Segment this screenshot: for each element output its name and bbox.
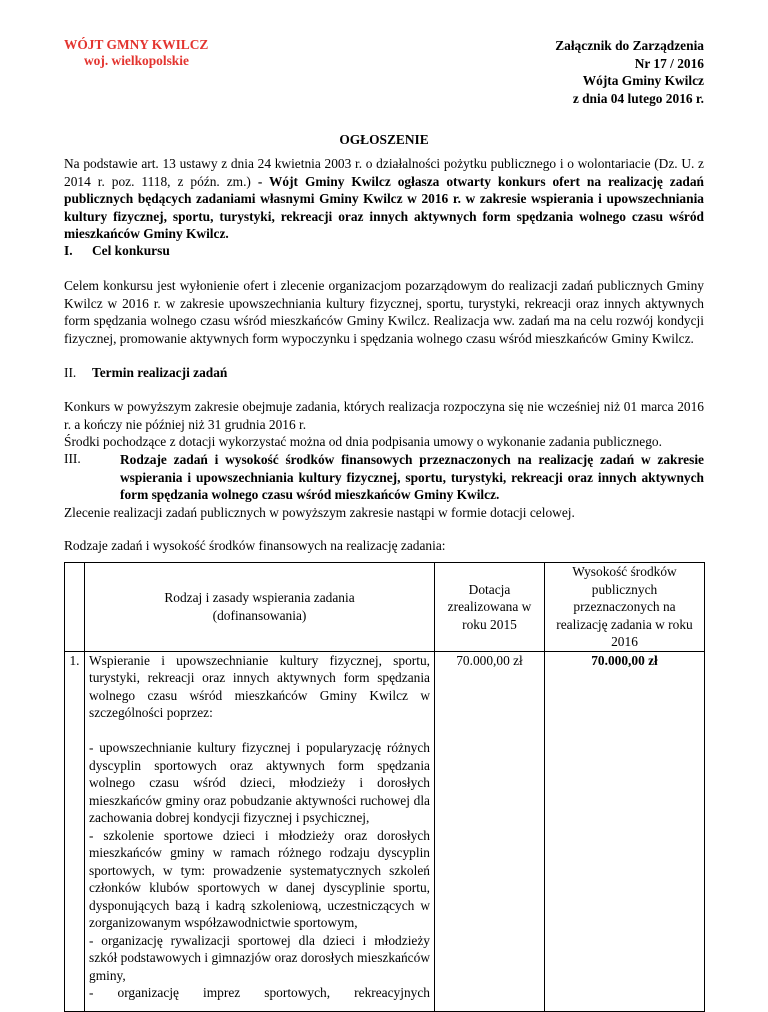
section-1-title: Cel konkursu: [92, 243, 170, 258]
section-1-number: I.: [64, 243, 73, 258]
section-3-text-1: Zlecenie realizacji zadań publicznych w powyższym zakresie nastąpi w formie dotacji celowej.: [64, 505, 575, 520]
row-item: - organizację imprez sportowych, rekreacyjnych: [89, 985, 430, 1000]
funding-table: [64, 562, 705, 1012]
row-title: Wspieranie i upowszechnianie kultury fizycznej, sportu, turystyki, rekreacji oraz innych aktywnych form spędzania wolnego czasu wśród mieszkańców Gminy Kwilcz w szczególności poprzez:: [89, 652, 430, 720]
section-2-number: II.: [64, 365, 77, 380]
page-title: OGŁOSZENIE: [339, 132, 429, 147]
row-item: - organizację rywalizacji sportowej dla dzieci i młodzieży szkół podstawowych i gimnazjów oraz dorosłych mieszkańców gminy,: [89, 932, 430, 983]
table-header-row: [65, 563, 705, 652]
row-amount-2015: 70.000,00 zł: [435, 651, 545, 1011]
header-cell-number: [65, 563, 85, 652]
section-3-title: Rodzaje zadań i wysokość środków finansowych przeznaczonych na realizację zadań w zakresie wspierania i upowszechniania kultury fizycznej, sportu, turystyki, rekreacji oraz innych aktywnych form spędzania wolnego czasu wśród mieszkańców Gminy Kwilcz.: [120, 452, 704, 502]
row-number: 1.: [65, 651, 85, 1011]
header-cell-task: Rodzaj i zasady wspierania zadania (dofinansowania): [85, 563, 435, 652]
section-2-title: Termin realizacji zadań: [92, 365, 228, 380]
annex-line: Wójta Gminy Kwilcz: [582, 73, 704, 88]
row-item: - szkolenie sportowe dzieci i młodzieży oraz dorosłych mieszkańców gminy w ramach różnego rodzaju dyscyplin sportowych, w tym: prowadzenie systematycznych szkoleń członków klubów sportowych w danej dyscyplinie sportu, dysponujących bazą i kadrą szkoleniową, uczestniczących w zorganizowanym współzawodnictwie sportowym,: [89, 827, 430, 930]
section-1-text: Celem konkursu jest wyłonienie ofert i zlecenie organizacjom pozarządowym do realizacji zadań publicznych Gminy Kwilcz w 2016 r. w zakresie upowszechniania kultury fizycznej, sportu, turystyki, rekreacji oraz innych aktywnych form spędzania wolnego czasu wśród mieszkańców Gminy Kwilcz. Realizacja ww. zadań ma na celu rozwój kondycji fizycznej, promowanie aktywnych form wypoczynku i spędzania wolnego czasu wśród mieszkańców Gminy Kwilcz.: [64, 278, 704, 346]
section-3-number: III.: [64, 451, 81, 466]
intro-bold: - Wójt Gminy Kwilcz ogłasza otwarty konkurs ofert na realizację zadań publicznych będących zadaniami własnymi Gminy Kwilcz w 2016 r. w zakresie wspierania i upowszechniania kultury fizycznej, sportu, turystyki, rekreacji oraz innych aktywnych form spędzania wolnego czasu wśród mieszkańców Gminy Kwilcz.: [64, 173, 704, 241]
row-amount-2016: 70.000,00 zł: [545, 651, 705, 1011]
section-2-text-1: Konkurs w powyższym zakresie obejmuje zadania, których realizacja rozpoczyna się nie wcześniej niż 01 marca 2016 r. a kończy nie później niż 31 grudnia 2016 r.: [64, 399, 704, 432]
intro-plain: Na podstawie art. 13 ustawy z dnia 24 kwietnia 2003 r. o działalności pożytku publicznego i o wolontariacie (Dz. U. z 2014 r. poz. 1118, z późn. zm.): [64, 156, 704, 189]
header-cell-2016: Wysokość środków publicznych przeznaczonych na realizację zadania w roku 2016: [545, 563, 705, 652]
section-2-text-2: Środki pochodzące z dotacji wykorzystać można od dnia podpisania umowy o wykonanie zadania publicznego.: [64, 434, 662, 449]
intro-paragraph: [64, 155, 704, 243]
row-description: [85, 651, 435, 1011]
annex-line: Załącznik do Zarządzenia: [555, 38, 704, 53]
row-item: - upowszechnianie kultury fizycznej i popularyzację różnych dyscyplin sportowych oraz aktywnych form spędzania wolnego czasu wśród dzieci, młodzieży i dorosłych mieszkańców gminy oraz pobudzanie aktywności ruchowej dla zachowania dobrej kondycji fizycznej i psychicznej,: [89, 740, 430, 825]
section-2-text: [64, 398, 704, 451]
annex-line: z dnia 04 lutego 2016 r.: [572, 90, 704, 106]
header-cell-2015: Dotacja zrealizowana w roku 2015: [435, 563, 545, 652]
annex-line: Nr 17 / 2016: [634, 55, 704, 71]
region-name: woj. wielkopolskie: [84, 53, 189, 68]
authority-name: WÓJT GMNY KWILCZ: [64, 37, 209, 52]
annex-reference: [555, 37, 704, 107]
section-3-text-2: Rodzaje zadań i wysokość środków finansowych na realizację zadania:: [64, 538, 446, 553]
table-row: [65, 651, 705, 1011]
